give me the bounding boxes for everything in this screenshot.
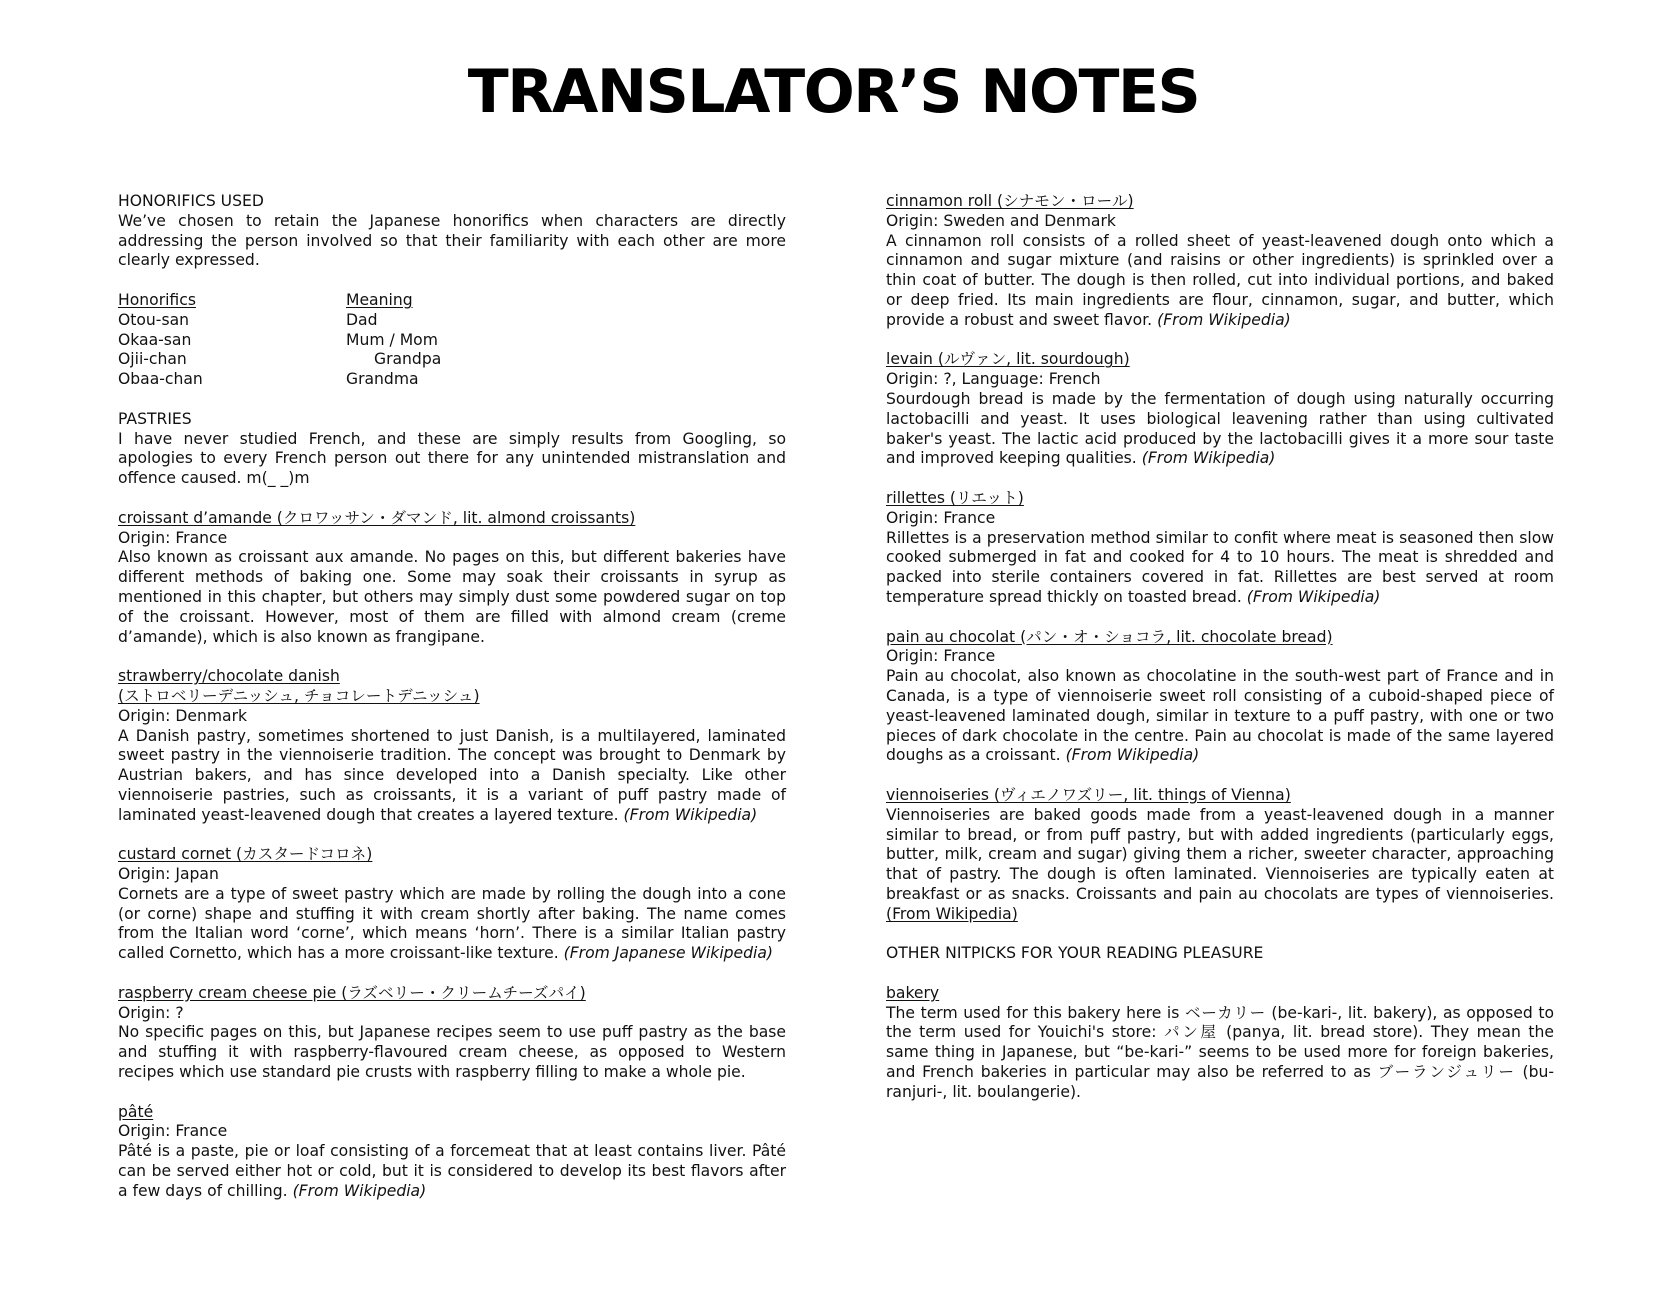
- entry-origin: Origin: France: [118, 1122, 228, 1141]
- entry-title: pain au chocolat (パン・オ・ショコラ, lit. chocolate bread): [886, 627, 1333, 646]
- entry-body: Also known as croissant aux amande. No pages on this, but different bakeries have different methods of baking one. Some may soak their croissants in syrup as mentioned in this chapter, but others may simply dust some powdered sugar on top of the croissant. However, most of them are filled with almond cream (creme d’amande), which is also known as frangipane.: [118, 548, 786, 646]
- entry-cinnamon-roll: [886, 192, 1554, 331]
- entry-title: pâté: [118, 1102, 154, 1121]
- entry-pain-au-chocolat: [886, 628, 1554, 767]
- entry-title: custard cornet (カスタードコロネ): [118, 845, 373, 864]
- entry-body: Pâté is a paste, pie or loaf consisting of a forcemeat that at least contains liver. Pâté can be served either hot or cold, but it is considered to develop its best flavors after a few days of chilling.: [118, 1142, 786, 1200]
- entry-body-wrap: [886, 232, 1554, 331]
- entry-title: strawberry/chocolate danish: [118, 667, 340, 686]
- entry-source: (From Wikipedia): [1157, 310, 1291, 329]
- section-heading: HONORIFICS USED: [118, 192, 264, 210]
- entry-danish: [118, 667, 786, 825]
- section-heading: PASTRIES: [118, 409, 192, 428]
- table-row: [118, 331, 786, 351]
- entry-title: raspberry cream cheese pie (ラズベリー・クリームチーズパイ): [118, 983, 586, 1002]
- column-header-honorifics: Honorifics: [118, 290, 196, 309]
- entry-origin: Origin: Denmark: [118, 706, 248, 725]
- honorific-meaning: Grandma: [346, 370, 419, 389]
- entry-body: Viennoiseries are baked goods made from a yeast-leavened dough in a manner similar to bread, or from puff pastry, but with added ingredients (particularly eggs, butter, milk, cream and sugar) giving them a richer, sweeter character, approaching that of pastry. The dough is often laminated. Viennoiseries are typically eaten at breakfast or as snacks. Croissants and pain au chocolats are types of viennoiseries.: [886, 805, 1554, 903]
- entry-source: (From Wikipedia): [1246, 587, 1381, 606]
- right-column: [886, 192, 1554, 1103]
- entry-viennoiseries: [886, 786, 1554, 925]
- entry-body-wrap: [886, 667, 1554, 766]
- honorifics-section: [118, 192, 786, 390]
- table-row: [118, 370, 786, 390]
- section-intro: We’ve chosen to retain the Japanese honorifics when characters are directly addressing the person involved so that their familiarity with each other are more clearly expressed.: [118, 211, 786, 270]
- entry-pate: [118, 1103, 786, 1202]
- entry-source: (From Japanese Wikipedia): [563, 944, 774, 963]
- entry-custard-cornet: [118, 845, 786, 964]
- entry-title: cinnamon roll (シナモン・ロール): [886, 192, 1134, 210]
- honorific-meaning: Grandpa: [374, 350, 442, 369]
- entry-body: Rillettes is a preservation method similar to confit where meat is seasoned then slow cooked submerged in fat and cooked for 4 to 10 hours. The meat is shredded and packed into sterile containers covered in fat. Rillettes are best served at room temperature spread thickly on toasted bread.: [886, 528, 1554, 606]
- entry-title: levain (ルヴァン, lit. sourdough): [886, 350, 1130, 369]
- entry-origin: Origin: France: [886, 647, 996, 666]
- pastries-section: [118, 410, 786, 489]
- entry-origin: Origin: France: [118, 528, 228, 547]
- entry-body: Sourdough bread is made by the fermentation of dough using naturally occurring lactobacilli and yeast. It uses biological leavening rather than using cultivated baker's yeast. The lactic acid produced by the lactobacilli gives it a more sour taste and improved keeping qualities.: [886, 389, 1554, 468]
- honorific-term: Obaa-chan: [118, 370, 203, 389]
- entry-title: viennoiseries (ヴィエノワズリー, lit. things of Vienna): [886, 785, 1291, 804]
- honorific-term: Ojii-chan: [118, 350, 187, 369]
- entry-title: croissant d’amande (クロワッサン・ダマンド, lit. almond croissants): [118, 508, 636, 527]
- section-intro: I have never studied French, and these are simply results from Googling, so apologies to every French person out there for any unintended mistranslation and offence caused. m(_ _)m: [118, 429, 786, 488]
- table-row: [118, 350, 786, 370]
- entry-origin: Origin: Japan: [118, 865, 219, 884]
- entry-body: No specific pages on this, but Japanese recipes seem to use puff pastry as the base and stuffing it with raspberry-flavoured cream cheese, as opposed to Western recipes which use standard pie crusts with raspberry filling to make a whole pie.: [118, 1023, 786, 1082]
- entry-source: (From Wikipedia): [1065, 746, 1200, 765]
- entry-source: (From Wikipedia): [623, 805, 758, 824]
- entry-title: bakery: [886, 983, 940, 1002]
- entry-bakery: [886, 984, 1554, 1103]
- entry-raspberry-pie: [118, 984, 786, 1083]
- entry-body: A cinnamon roll consists of a rolled sheet of yeast-leavened dough onto which a cinnamon and sugar mixture (and raisins or other ingredients) is sprinkled over a thin coat of butter. The dough is then rolled, cut into individual portions, and baked or deep fried. Its main ingredients are flour, cinnamon, sugar, and butter, which provide a robust and sweet flavor.: [886, 231, 1554, 329]
- entry-origin: Origin: Sweden and Denmark: [886, 211, 1116, 230]
- entry-origin: Origin: France: [886, 508, 996, 527]
- entry-croissant: [118, 509, 786, 648]
- entry-body-wrap: [886, 529, 1554, 608]
- entry-body-wrap: [118, 727, 786, 826]
- entry-body-wrap: [886, 390, 1554, 469]
- table-header: [118, 291, 786, 311]
- column-header-meaning: Meaning: [346, 290, 413, 309]
- honorific-meaning: Mum / Mom: [346, 330, 438, 349]
- entry-body-wrap: [118, 1142, 786, 1201]
- entry-body-wrap: [886, 806, 1554, 925]
- entry-body: Pain au chocolat, also known as chocolatine in the south-west part of France and in Canada, is a type of viennoiserie sweet roll consisting of a cuboid-shaped piece of yeast-leavened laminated dough, similar in texture to a puff pastry, with one or two pieces of dark chocolate in the centre. Pain au chocolat is made of the same layered doughs as a croissant.: [886, 667, 1554, 765]
- entry-title-japanese: (ストロベリーデニッシュ, チョコレートデニッシュ): [118, 686, 480, 705]
- entry-source: (From Wikipedia): [1141, 449, 1276, 468]
- entry-source: (From Wikipedia): [292, 1181, 427, 1200]
- entry-source: (From Wikipedia): [886, 904, 1018, 923]
- entry-origin: Origin: ?, Language: French: [886, 370, 1101, 389]
- entry-body: A Danish pastry, sometimes shortened to just Danish, is a multilayered, laminated sweet pastry in the viennoiserie tradition. The concept was brought to Denmark by Austrian bakers, and has since developed into a Danish specialty. Like other viennoiserie pastries, such as croissants, it is a variant of puff pastry made of laminated yeast-leavened dough that creates a layered texture.: [118, 726, 786, 824]
- page-title: TRANSLATOR’S NOTES: [467, 57, 1200, 127]
- honorifics-table: [118, 291, 786, 390]
- section-heading: OTHER NITPICKS FOR YOUR READING PLEASURE: [886, 944, 1264, 963]
- entry-origin: Origin: ?: [118, 1003, 184, 1022]
- entry-body-wrap: [118, 885, 786, 964]
- entry-body: Cornets are a type of sweet pastry which are made by rolling the dough into a cone (or corne) shape and stuffing it with cream shortly after baking. The name comes from the Italian word ‘corne’, which means ‘horn’. There is a similar Italian pastry called Cornetto, which has a more croissant-like texture.: [118, 884, 786, 963]
- honorific-meaning: Dad: [346, 310, 378, 329]
- table-row: [118, 311, 786, 331]
- honorific-term: Otou-san: [118, 310, 190, 329]
- entry-rillettes: [886, 489, 1554, 608]
- nitpicks-section: [886, 944, 1554, 964]
- entry-title: rillettes (リエット): [886, 488, 1024, 507]
- left-column: [118, 192, 786, 1202]
- entry-body: The term used for this bakery here is ベーカリー (be-kari-, lit. bakery), as opposed to the term used for Youichi's store: パン屋 (panya, lit. bread store). They mean the same thing in Japanese, but “be-kari-” seems to be used more for foreign bakeries, and French bakeries in particular may also be referred to as ブーランジュリー (bu-ranjuri-, lit. boulangerie).: [886, 1003, 1554, 1101]
- entry-levain: [886, 350, 1554, 469]
- honorific-term: Okaa-san: [118, 330, 192, 349]
